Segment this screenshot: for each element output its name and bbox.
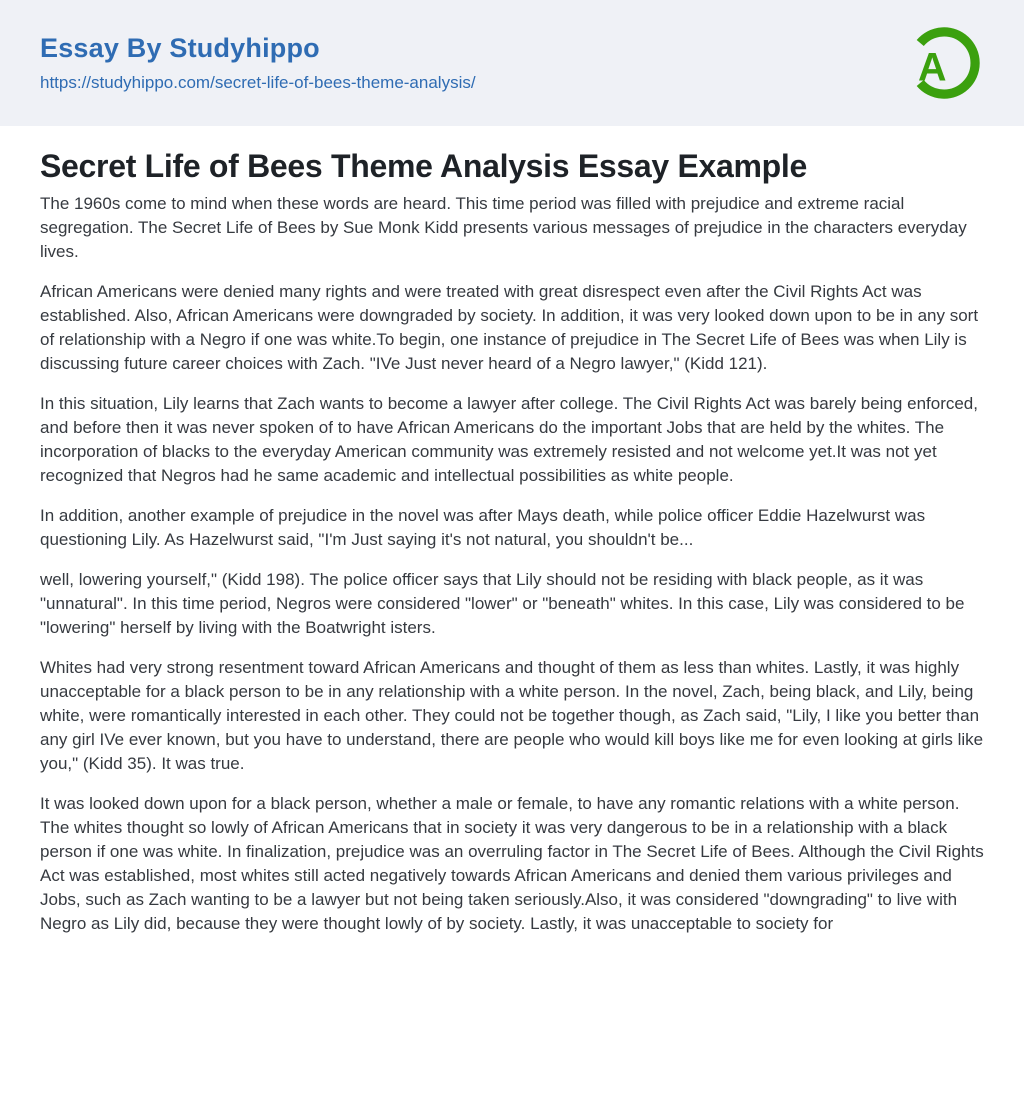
essay-paragraph-6: Whites had very strong resentment toward African Americans and thought of them as less than whites. Lastly, it was highly unacceptable for a black person to be in any relationship with a white person. In the novel, Zach, being black, and Lily, being white, were romantically interested in each other. They could not be together though, as Zach said, "Lily, I like you better than any girl IVe ever known, but you have to understand, there are people who would kill boys like me for even looking at girls like you," (Kidd 35). It was true.: [40, 658, 984, 773]
site-title: Essay By Studyhippo: [40, 33, 320, 63]
page-url-link[interactable]: https://studyhippo.com/secret-life-of-bees-theme-analysis/: [40, 73, 476, 92]
essay-paragraph-5: well, lowering yourself," (Kidd 198). The police officer says that Lily should not be residing with black people, as it was "unnatural". In this time period, Negros were considered "lower" or "beneath" whites. In this case, Lily was considered to be "lowering" herself by living with the Boatwright isters.: [40, 570, 965, 637]
logo-letter: A: [917, 45, 947, 90]
essay-paragraph-4: In addition, another example of prejudice in the novel was after Mays death, while police officer Eddie Hazelwurst was questioning Lily. As Hazelwurst said, "I'm Just saying it's not natural, you shouldn't be...: [40, 506, 926, 549]
essay-title: Secret Life of Bees Theme Analysis Essay Example: [40, 148, 808, 184]
studyhippo-logo: [902, 21, 986, 105]
page-header: [0, 0, 1024, 126]
essay-paragraph-3: In this situation, Lily learns that Zach wants to become a lawyer after college. The Civil Rights Act was barely being enforced, and before then it was never spoken of to have African Americans do the important Jobs that are held by the whites. The incorporation of blacks to the everyday American community was extremely resisted and not welcome yet.It was not yet recognized that Negros had he same academic and intellectual possibilities as white people.: [40, 394, 978, 485]
essay-paragraph-7: It was looked down upon for a black person, whether a male or female, to have any romantic relations with a white person. The whites thought so lowly of African Americans that in society it was very dangerous to be in a relationship with a black person if one was white. In finalization, prejudice was an overruling factor in The Secret Life of Bees. Although the Civil Rights Act was established, most whites still acted negatively towards African Americans and denied them various privileges and Jobs, such as Zach wanting to be a lawyer but not being taken seriously.Also, it was considered "downgrading" to live with Negro as Lily did, because they were thought lowly of by society. Lastly, it was unacceptable to society for: [40, 794, 984, 933]
header-text-block: [40, 33, 476, 93]
essay-paragraph-1: The 1960s come to mind when these words are heard. This time period was filled with prejudice and extreme racial segregation. The Secret Life of Bees by Sue Monk Kidd presents various messages of prejudice in the characters everyday lives.: [40, 194, 967, 261]
essay-content: [0, 147, 1024, 936]
essay-paragraph-2: African Americans were denied many rights and were treated with great disrespect even after the Civil Rights Act was established. Also, African Americans were downgraded by society. In addition, it was very looked down upon to be in any sort of relationship with a Negro if one was white.To begin, one instance of prejudice in The Secret Life of Bees was when Lily is discussing future career choices with Zach. "IVe Just never heard of a Negro lawyer," (Kidd 121).: [40, 282, 979, 373]
studyhippo-logo-icon: [902, 21, 986, 105]
